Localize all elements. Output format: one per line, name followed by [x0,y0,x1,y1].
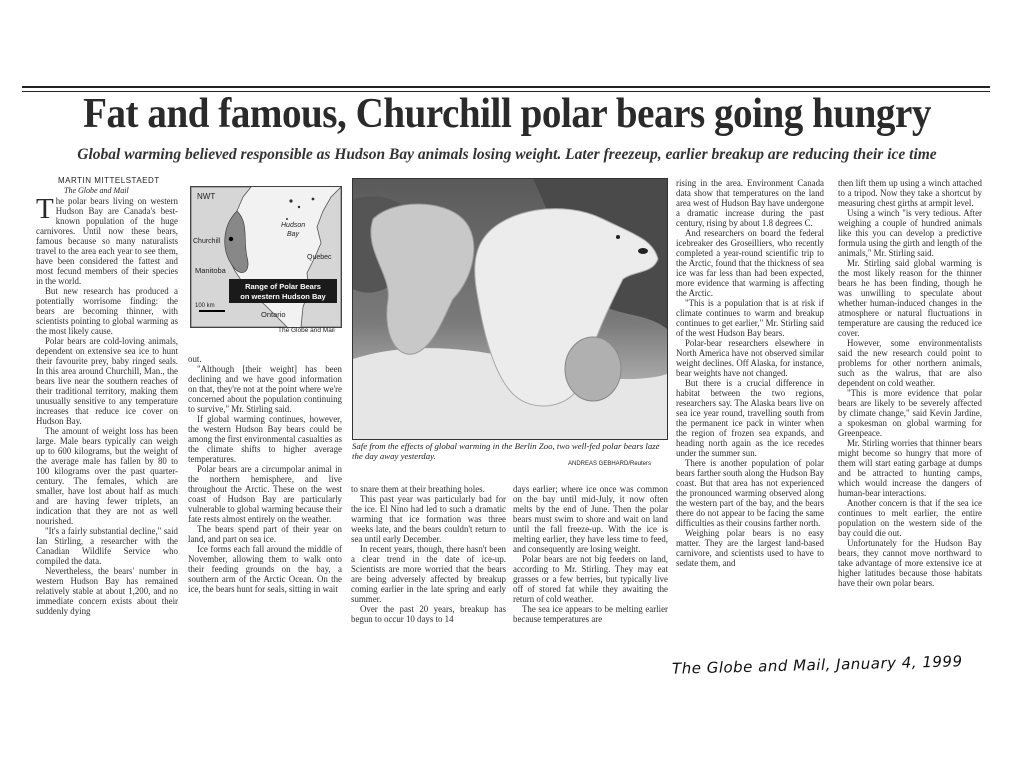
article-column-2 [188,354,342,656]
map-label-ontario: Ontario [261,310,286,319]
range-map [190,186,342,328]
paragraph: The polar bears living on western Hudson Bay are Canada's best-known population of the huge carnivores. Until now these bears, famous because so many naturalists travel to the area each year to see them, have been considered the fattest and most fecund members of their species in the world. [36,196,178,286]
paragraph: then lift them up using a winch attached to a tripod. Now they take a shortcut by measuring chest girths at armpit level. [838,178,982,208]
map-range-title: Range of Polar Bears [245,282,321,291]
paragraph: But new research has produced a potentially worrisome finding: the bears are becoming thinner, with scientists pointing to global warming as the most likely cause. [36,286,178,336]
paragraph: "Although [their weight] has been declining and we have good information on that, they're not at the point where we're concerned about the population continuing to survive," Mr. Stirling said. [188,364,342,414]
paragraph: Over the past 20 years, breakup has begun to occur 10 days to 14 [351,604,506,624]
paragraph: In recent years, though, there hasn't been a clear trend in the date of ice-up. Scientists are more worried that the bears are being adversely affected by breakup coming earlier in the late spring and early summer. [351,544,506,604]
map-label-bay: Bay [287,231,300,238]
map-credit: The Globe and Mail [278,327,335,334]
paragraph: The amount of weight loss has been large. Male bears typically can weigh up to 600 kilograms, but the weight of the average male has fallen by 80 to 100 kilograms over the past quarter-century. The females, which are smaller, have lost about half as much and are having fewer triplets, an indication that they are not as well nourished. [36,426,178,526]
paragraph: days earlier; where ice once was common on the bay until mid-July, it now often melts by the end of June. Then the polar bears must swim to shore and wait on land until the fall freeze-up. With the ice is melting earlier, they have less time to feed, and consequently are losing weight. [513,484,668,554]
paragraph: There is another population of polar bears farther south along the Hudson Bay coast. But that area has not experienced the pronounced warming observed along the western part of the bay, and the bears there do not appear to be facing the same difficulties as their cousins farther north. [676,458,824,528]
article-column-1 [36,196,178,656]
paragraph: Mr. Stirling said global warming is the most likely reason for the thinner bears he has been finding, though he was unwilling to speculate about whether human-induced changes in the atmosphere or natural fluctuations in temperature are causing the reduced ice cover. [838,258,982,338]
map-scale-label: 100 km [195,303,215,309]
paragraph: Nevertheless, the bears' number in western Hudson Bay has remained relatively stable at about 1,200, and no immediate concern exists about their suddenly dying [36,566,178,616]
photo-credit: ANDREAS GEBHARD/Reuters [568,461,652,467]
byline-author: MARTIN MITTELSTAEDT [58,176,160,185]
paragraph: Polar bears are not big feeders on land, according to Mr. Stirling. They may eat grasses or a few berries, but typically live off of stored fat while they awaiting the return of cold weather. [513,554,668,604]
article-column-4 [513,484,668,656]
map-range-subtitle: on western Hudson Bay [240,292,326,301]
paragraph: The bears spend part of their year on land, and part on sea ice. [188,524,342,544]
map-label-nwt: NWT [197,192,216,201]
drop-cap: T [36,196,54,225]
headline: Fat and famous, Churchill polar bears going hungry [83,91,931,137]
paragraph: And researchers on board the federal icebreaker des Groseilliers, who recently completed a year-round scientific trip to the Arctic, found that the thickness of sea ice was far less than had been expected, more evidence that warming is affecting the Arctic. [676,228,824,298]
paragraph: Mr. Stirling worries that thinner bears might become so hungry that more of them will start eating garbage at dumps and be attracted to hunting camps, which would increase the dangers of human-bear interactions. [838,438,982,498]
polar-bears-photo [352,178,668,440]
paragraph: Polar bears are a circumpolar animal in the northern hemisphere, and live throughout the Arctic. These on the west coast of Hudson Bay are particularly vulnerable to global warming because their fate rests almost entirely on the weather. [188,464,342,524]
map-label-quebec: Quebec [307,254,332,261]
paragraph: The sea ice appears to be melting earlier because temperatures are [513,604,668,624]
paragraph: Unfortunately for the Hudson Bay bears, they cannot move northward to take advantage of more extensive ice at higher latitudes because those habitats have their own polar bears. [838,538,982,588]
paragraph: Another concern is that if the sea ice continues to melt earlier, the entire population on the western side of the bay could die out. [838,498,982,538]
article-column-6 [838,178,982,656]
article-column-3 [351,484,506,656]
paragraph: Ice forms each fall around the middle of November, allowing them to walk onto their feeding grounds on the bay, a southern arm of the Arctic Ocean. On the ice, the bears hunt for seals, sitting in wait [188,544,342,594]
handwritten-source-note: The Globe and Mail, January 4, 1999 [671,652,963,678]
paragraph: If global warming continues, however, the western Hudson Bay bears could be among the first environmental casualties as the climate shifts to higher average temperatures. [188,414,342,464]
paragraph: "This is more evidence that polar bears are likely to be severely affected by climate change," said Kevin Jardine, a spokesman on global warming for Greenpeace. [838,388,982,438]
paragraph: But there is a crucial difference in habitat between the two regions, researchers say. The Alaska bears live on sea ice year round, travelling south from the permanent ice pack in winter when the region of frozen sea expands, and heading north again as the ice recedes under the summer sun. [676,378,824,458]
map-label-hudson: Hudson [281,222,306,229]
photo-caption: Safe from the effects of global warming in the Berlin Zoo, two well-fed polar bears laze the day away yesterday. [352,441,660,461]
paragraph: This past year was particularly bad for the ice. El Nino had led to such a dramatic warming that ice formation was three weeks late, and the bears couldn't return to sea until early December. [351,494,506,544]
paragraph: rising in the area. Environment Canada data show that temperatures on the land area west of Hudson Bay have undergone a dramatic increase during the past century, rising by about 1.8 degrees C. [676,178,824,228]
map-graphic [191,187,341,327]
paragraph: However, some environmentalists said the new research could point to problems for other northern animals, such as the walrus, that are also dependent on cold weather. [838,338,982,388]
photo-image [353,179,667,439]
paragraph: Using a winch "is very tedious. After weighing a couple of hundred animals like this you can develop a predictive formula using the girth and length of the animals," Mr. Stirling said. [838,208,982,258]
deck-subheadline: Global warming believed responsible as Hudson Bay animals losing weight. Later freezeup, earlier breakup are reducing their ice time [77,146,937,163]
map-label-manitoba: Manitoba [195,266,226,275]
paragraph: Weighing polar bears is no easy matter. They are the largest land-based carnivore, and scientists used to have to sedate them, and [676,528,824,568]
paragraph: to snare them at their breathing holes. [351,484,485,494]
article-column-5 [676,178,824,656]
byline-publication: The Globe and Mail [64,186,129,195]
paragraph: Polar bears are cold-loving animals, dependent on extensive sea ice to hunt their favourite prey, baby ringed seals. In this area around Churchill, Man., the bears live near the southern reaches of their traditional territory, making them unusually sensitive to any temperature increases that reduce ice cover on Hudson Bay. [36,336,178,426]
paragraph: Polar-bear researchers elsewhere in North America have not observed similar weight declines. Off Alaska, for instance, bear weights have not changed. [676,338,824,378]
map-label-churchill: Churchill [193,238,221,245]
paragraph: out. [188,354,202,364]
top-rule [22,86,990,88]
paragraph: "This is a population that is at risk if climate continues to warm and breakup continues to get earlier," Mr. Stirling said of the west Hudson Bay bears. [676,298,824,338]
paragraph: "It's a fairly substantial decline," said Ian Stirling, a researcher with the Canadian Wildlife Service who compiled the data. [36,526,178,566]
